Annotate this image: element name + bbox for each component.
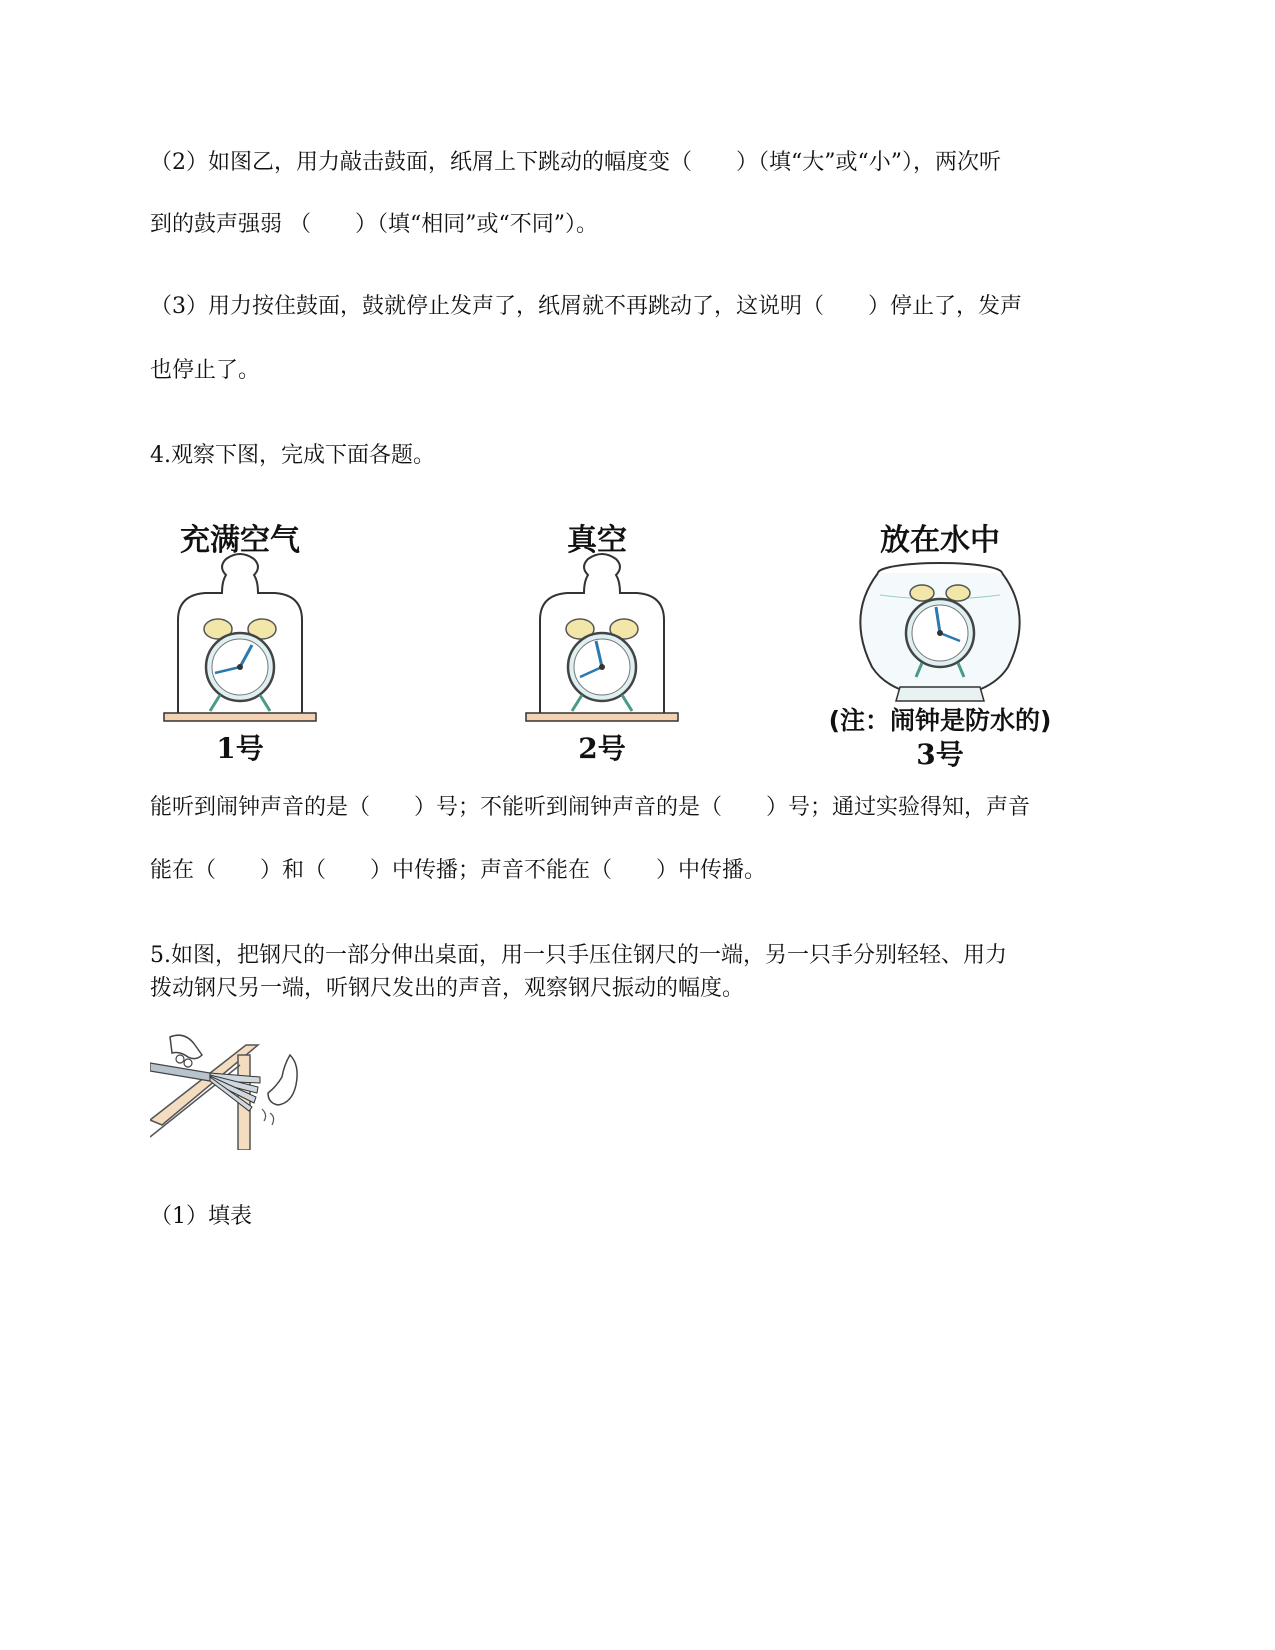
figure-2-label: 真空	[567, 523, 627, 558]
q4-answer-line1: 能听到闹钟声音的是（ ）号；不能听到闹钟声音的是（ ）号；通过实验得知，声音	[150, 795, 1031, 820]
bell-jar-alarm-clock-image	[160, 545, 320, 725]
figure-2-number: 2号	[578, 732, 626, 765]
q5-line2: 拨动钢尺另一端，听钢尺发出的声音，观察钢尺振动的幅度。	[150, 976, 745, 1001]
q4-title: 4.观察下图，完成下面各题。	[150, 443, 435, 468]
q5-line1: 5.如图，把钢尺的一部分伸出桌面，用一只手压住钢尺的一端，另一只手分别轻轻、用力	[150, 943, 1007, 968]
figure-bell-jar-air	[160, 515, 320, 765]
q3-part2-line2: 到的鼓声强弱 （ ）（填“相同”或“不同”）。	[150, 212, 598, 237]
vacuum-jar-alarm-clock-image	[522, 545, 682, 725]
steel-ruler-figure	[150, 1025, 315, 1150]
figure-bell-jar-vacuum	[522, 515, 682, 765]
figure-3-note: (注：闹钟是防水的)	[828, 706, 1052, 735]
q3-part2-line1: （2）如图乙，用力敲击鼓面，纸屑上下跳动的幅度变（ ）（填“大”或“小”），两次听	[150, 150, 1001, 175]
figure-1-number: 1号	[216, 732, 264, 765]
figure-3-label: 放在水中	[880, 523, 1000, 558]
fishbowl-alarm-clock-image	[850, 555, 1030, 705]
q3-part3-line1: （3）用力按住鼓面，鼓就停止发声了，纸屑就不再跳动了，这说明（ ）停止了，发声	[150, 294, 1023, 319]
figure-1-label: 充满空气	[180, 523, 300, 558]
steel-ruler-on-desk-image	[150, 1025, 315, 1150]
figure-clock-in-water	[795, 515, 1085, 775]
q5-part1: （1）填表	[150, 1204, 252, 1229]
q3-part3-line2: 也停止了。	[150, 358, 261, 383]
q4-answer-line2: 能在（ ）和（ ）中传播；声音不能在（ ）中传播。	[150, 858, 767, 883]
figure-3-number: 3号	[916, 738, 964, 771]
